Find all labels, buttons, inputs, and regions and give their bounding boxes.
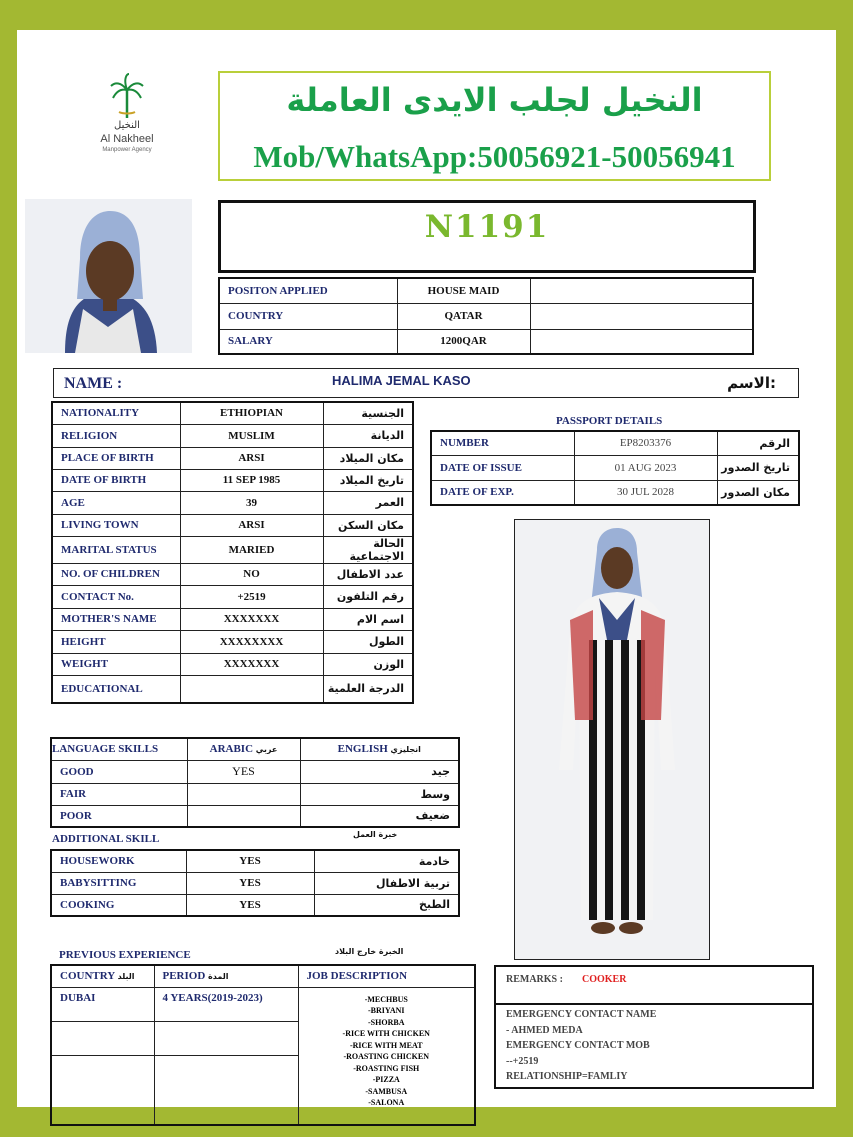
language-fair-label: FAIR [51, 783, 187, 805]
table-row [51, 760, 459, 783]
experience-arabic-title: الخبرة خارج البلاد [335, 947, 404, 956]
table-row [52, 491, 413, 514]
name-arabic-label: الاسم: [727, 374, 776, 392]
language-poor-arabic: ضعيف [300, 805, 459, 827]
agency-header [218, 71, 771, 181]
language-poor-arabic-value [187, 805, 300, 827]
table-row [51, 850, 459, 872]
table-row [219, 329, 753, 354]
headshot-photo [25, 199, 192, 353]
personal-value: 11 SEP 1985 [180, 469, 323, 491]
emergency-box [494, 1005, 814, 1089]
table-row [52, 469, 413, 491]
country-label: COUNTRY [219, 303, 397, 329]
applicant-name: HALIMA JEMAL KASO [332, 373, 471, 388]
personal-value: ARSI [180, 514, 323, 536]
passport-value: EP8203376 [574, 431, 717, 455]
salary-label: SALARY [219, 329, 397, 354]
table-row [431, 455, 799, 480]
emergency-name-value: - AHMED MEDA [506, 1025, 583, 1036]
personal-arabic-label: الوزن [323, 653, 413, 675]
additional-skills-table [50, 849, 460, 917]
english-column-header [300, 738, 459, 760]
experience-period: 4 YEARS(2019-2023) [154, 987, 298, 1021]
personal-arabic-label: مكان الميلاد [323, 447, 413, 469]
babysitting-label: BABYSITTING [51, 872, 186, 894]
personal-value [180, 675, 323, 703]
job-item: -BRIYANI [367, 1006, 405, 1015]
table-row [52, 536, 413, 563]
job-item: -SHORBA [368, 1017, 405, 1027]
reference-code-box [218, 200, 756, 273]
col-period-header [154, 965, 298, 987]
personal-arabic-label: الديانة [323, 424, 413, 447]
experience-title: PREVIOUS EXPERIENCE [59, 949, 191, 961]
personal-value: MARIED [180, 536, 323, 563]
personal-arabic-label: الطول [323, 630, 413, 653]
personal-arabic-label: العمر [323, 491, 413, 514]
language-good-arabic-value: YES [187, 760, 300, 783]
additional-skill-arabic-title: خبرة العمل [353, 830, 398, 839]
job-description-cell [298, 987, 475, 1125]
table-row [52, 608, 413, 630]
country-extra [530, 303, 753, 329]
housework-label: HOUSEWORK [51, 850, 186, 872]
passport-table [430, 430, 800, 506]
language-skills-table [50, 737, 460, 828]
passport-arabic-label: مكان الصدور [717, 480, 799, 505]
table-row [431, 431, 799, 455]
experience-country: DUBAI [51, 987, 154, 1021]
cooking-value: YES [186, 894, 314, 916]
table-row [52, 514, 413, 536]
table-row [52, 447, 413, 469]
passport-value: 30 JUL 2028 [574, 480, 717, 505]
passport-label: DATE OF EXP. [431, 480, 574, 505]
col-country-header [51, 965, 154, 987]
company-logo [77, 70, 177, 170]
personal-label: PLACE OF BIRTH [52, 447, 180, 469]
col-period-label: PERIOD [162, 970, 206, 983]
job-list [299, 994, 475, 1109]
job-item: -ROASTING CHICKEN [343, 1052, 430, 1061]
personal-label: LIVING TOWN [52, 514, 180, 536]
job-item: -RICE WITH MEAT [349, 1040, 423, 1050]
personal-value: ETHIOPIAN [180, 402, 323, 424]
language-fair-arabic-value [187, 783, 300, 805]
empty-cell [154, 1021, 298, 1055]
col-period-arabic: المدة [208, 972, 229, 982]
position-table [218, 277, 754, 355]
table-row [52, 675, 413, 703]
experience-table [50, 964, 476, 1126]
table-row [52, 424, 413, 447]
table-row [51, 872, 459, 894]
english-column-arabic: انجليزي [390, 745, 421, 755]
palm-logo-icon [107, 72, 147, 117]
table-row [51, 805, 459, 827]
table-row [51, 987, 475, 1021]
emergency-relationship: RELATIONSHIP=FAMLIY [506, 1071, 628, 1082]
salary-extra [530, 329, 753, 354]
personal-label: WEIGHT [52, 653, 180, 675]
arabic-column-header [187, 738, 300, 760]
remarks-value: COOKER [582, 974, 627, 985]
personal-label: MOTHER'S NAME [52, 608, 180, 630]
job-item: -PIZZA [372, 1075, 400, 1084]
emergency-mob-value: --+2519 [506, 1056, 539, 1067]
job-item: -MECHBUS [364, 994, 408, 1004]
logo-arabic-name: النخيل [114, 120, 140, 131]
personal-label: HEIGHT [52, 630, 180, 653]
personal-label: DATE OF BIRTH [52, 469, 180, 491]
housework-arabic: خادمة [314, 850, 459, 872]
job-item: -RICE WITH CHICKEN [342, 1029, 430, 1038]
table-row [52, 402, 413, 424]
country-value: QATAR [397, 303, 530, 329]
table-row [52, 585, 413, 608]
job-item: -ROASTING FISH [353, 1063, 420, 1073]
babysitting-value: YES [186, 872, 314, 894]
agency-arabic-title: النخيل لجلب الايدى العاملة [286, 81, 703, 119]
table-row [52, 653, 413, 675]
housework-value: YES [186, 850, 314, 872]
passport-label: NUMBER [431, 431, 574, 455]
personal-value: 39 [180, 491, 323, 514]
personal-value: XXXXXXXX [180, 630, 323, 653]
name-label: NAME : [64, 375, 123, 392]
personal-label: AGE [52, 491, 180, 514]
personal-arabic-label: الدرجة العلمية [323, 675, 413, 703]
full-body-photo [514, 519, 710, 960]
language-fair-arabic: وسط [300, 783, 459, 805]
passport-value: 01 AUG 2023 [574, 455, 717, 480]
reference-code: N1191 [424, 209, 550, 245]
logo-english-sub: Manpower Agency [102, 147, 152, 153]
job-item: -SAMBUSA [365, 1086, 408, 1096]
personal-arabic-label: تاريخ الميلاد [323, 469, 413, 491]
arabic-column-arabic: عربي [255, 745, 278, 755]
table-row [431, 480, 799, 505]
passport-arabic-label: الرقم [717, 431, 799, 455]
language-header-label: LANGUAGE SKILLS [51, 738, 187, 760]
table-row [219, 278, 753, 303]
table-row [52, 563, 413, 585]
language-good-label: GOOD [51, 760, 187, 783]
personal-label: RELIGION [52, 424, 180, 447]
personal-value: XXXXXXX [180, 653, 323, 675]
passport-title: PASSPORT DETAILS [556, 415, 663, 427]
empty-cell [51, 1021, 154, 1055]
arabic-column-label: ARABIC [209, 743, 254, 756]
table-row [51, 783, 459, 805]
babysitting-arabic: تربية الاطفال [314, 872, 459, 894]
cooking-arabic: الطبخ [314, 894, 459, 916]
personal-label: CONTACT No. [52, 585, 180, 608]
personal-label: NATIONALITY [52, 402, 180, 424]
emergency-mob-label: EMERGENCY CONTACT MOB [506, 1040, 650, 1051]
agency-mobile: Mob/WhatsApp:50056921-50056941 [253, 139, 736, 174]
table-row [51, 965, 475, 987]
personal-details-table [51, 401, 414, 704]
personal-arabic-label: اسم الام [323, 608, 413, 630]
personal-value: ARSI [180, 447, 323, 469]
job-item: -SALONA [368, 1098, 405, 1107]
empty-cell [51, 1055, 154, 1125]
table-row [52, 630, 413, 653]
passport-label: DATE OF ISSUE [431, 455, 574, 480]
cooking-label: COOKING [51, 894, 186, 916]
col-country-label: COUNTRY [60, 970, 115, 983]
personal-value: +2519 [180, 585, 323, 608]
personal-value: XXXXXXX [180, 608, 323, 630]
table-row [219, 303, 753, 329]
cv-page [17, 30, 836, 1107]
personal-arabic-label: الجنسية [323, 402, 413, 424]
col-country-arabic: البلد [117, 972, 135, 982]
logo-english-name: Al Nakheel [100, 133, 154, 145]
additional-skill-title: ADDITIONAL SKILL [52, 833, 160, 845]
personal-arabic-label: رقم التلفون [323, 585, 413, 608]
language-good-arabic: جيد [300, 760, 459, 783]
remarks-label: REMARKS : [506, 974, 563, 985]
table-row [51, 894, 459, 916]
personal-value: NO [180, 563, 323, 585]
empty-cell [154, 1055, 298, 1125]
personal-arabic-label: الحالة الاجتماعية [323, 536, 413, 563]
col-job-header: JOB DESCRIPTION [298, 965, 475, 987]
position-extra [530, 278, 753, 303]
table-row [51, 738, 459, 760]
passport-arabic-label: تاريخ الصدور [717, 455, 799, 480]
position-value: HOUSE MAID [397, 278, 530, 303]
personal-label: MARITAL STATUS [52, 536, 180, 563]
personal-arabic-label: عدد الاطفال [323, 563, 413, 585]
remarks-box [494, 965, 814, 1005]
english-column-label: ENGLISH [337, 743, 388, 756]
name-bar [53, 368, 799, 398]
language-poor-label: POOR [51, 805, 187, 827]
salary-value: 1200QAR [397, 329, 530, 354]
position-label: POSITON APPLIED [219, 278, 397, 303]
personal-label: EDUCATIONAL [52, 675, 180, 703]
personal-label: NO. OF CHILDREN [52, 563, 180, 585]
emergency-name-label: EMERGENCY CONTACT NAME [506, 1009, 657, 1020]
personal-value: MUSLIM [180, 424, 323, 447]
personal-arabic-label: مكان السكن [323, 514, 413, 536]
